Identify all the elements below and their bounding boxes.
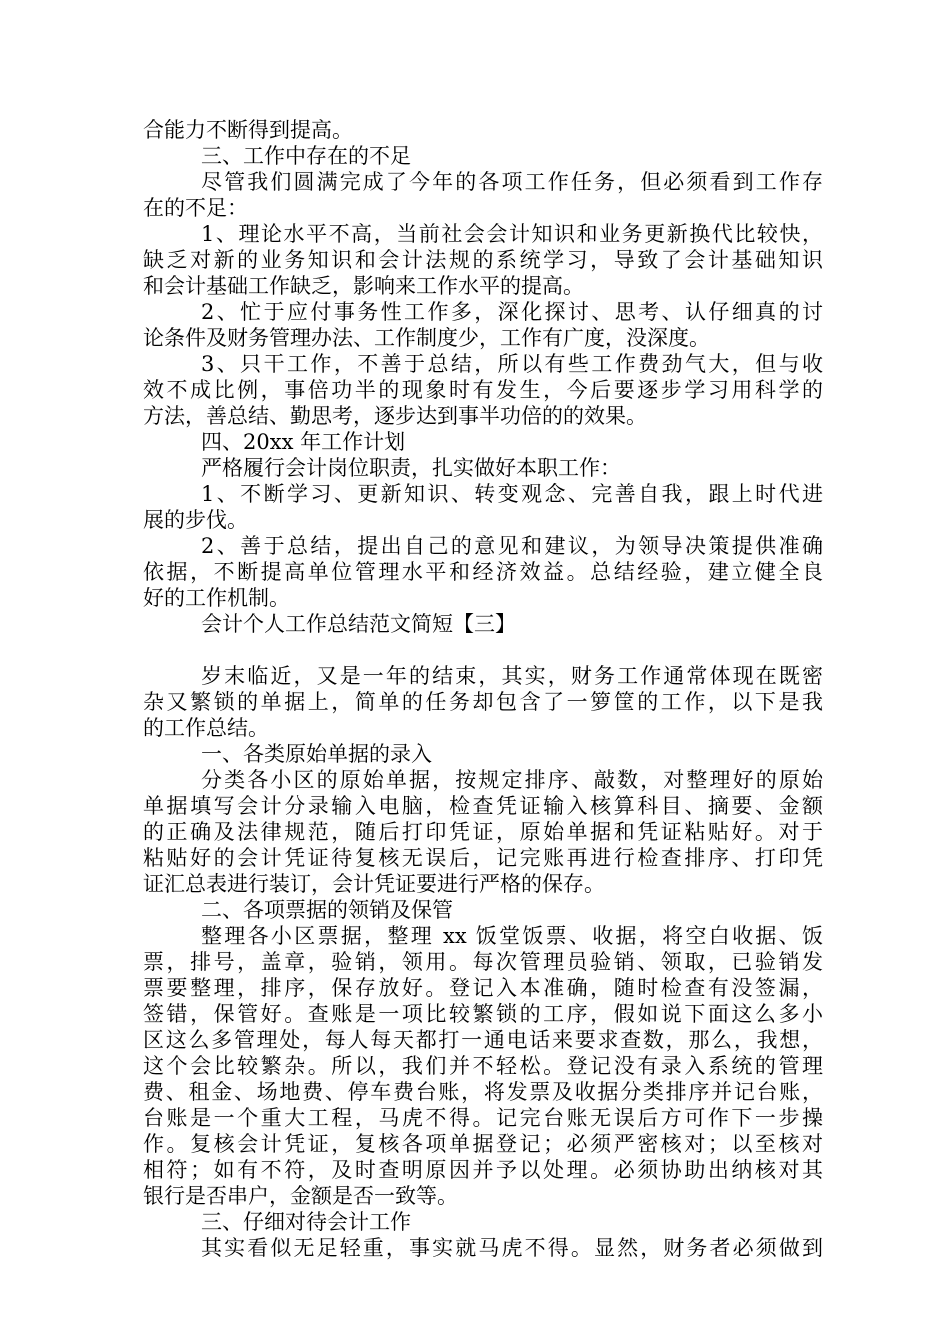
- text-line: 票要整理，排序，保存放好。登记入本准确，随时检查有没签漏，: [143, 976, 823, 1000]
- text-line: 论条件及财务管理办法、工作制度少，工作有广度，没深度。: [143, 326, 710, 350]
- text-line: 会计个人工作总结范文简短【三】: [201, 612, 516, 636]
- text-line: 签错，保管好。查账是一项比较繁锁的工序，假如说下面这么多小: [143, 1002, 823, 1026]
- text-line: 证汇总表进行装订，会计凭证要进行严格的保存。: [143, 872, 605, 896]
- text-line: 台账是一个重大工程，马虎不得。记完台账无误后方可作下一步操: [143, 1106, 823, 1130]
- blank-line: [143, 637, 823, 663]
- text-line: 三、仔细对待会计工作: [201, 1210, 411, 1234]
- text-line: 单据填写会计分录输入电脑，检查凭证输入核算科目、摘要、金额: [143, 794, 823, 818]
- text-line: 票，排号，盖章，验销，领用。每次管理员验销、领取，已验销发: [143, 950, 823, 974]
- text-line: 好的工作机制。: [143, 586, 290, 610]
- text-line: 依据，不断提高单位管理水平和经济效益。总结经验，建立健全良: [143, 560, 823, 584]
- text-line: 2、善于总结，提出自己的意见和建议，为领导决策提供准确: [201, 534, 823, 558]
- text-line: 的工作总结。: [143, 716, 269, 740]
- text-line: 三、工作中存在的不足: [201, 144, 411, 168]
- text-line: 在的不足：: [143, 196, 248, 220]
- text-line: 杂又繁锁的单据上，简单的任务却包含了一箩筐的工作，以下是我: [143, 690, 823, 714]
- text-line: 分类各小区的原始单据，按规定排序、敲数，对整理好的原始: [201, 768, 823, 792]
- text-line: 尽管我们圆满完成了今年的各项工作任务，但必须看到工作存: [201, 170, 823, 194]
- text-line: 一、各类原始单据的录入: [201, 742, 432, 766]
- text-line: 作。复核会计凭证，复核各项单据登记；必须严密核对；以至核对: [143, 1132, 823, 1156]
- document-body: [143, 117, 823, 1261]
- text-line: 2、忙于应付事务性工作多，深化探讨、思考、认仔细真的讨: [201, 300, 823, 324]
- text-line: 相符；如有不符，及时查明原因并予以处理。必须协助出纳核对其: [143, 1158, 823, 1182]
- text-line: 岁末临近，又是一年的结束，其实，财务工作通常体现在既密: [201, 664, 823, 688]
- text-line: 合能力不断得到提高。: [143, 118, 353, 142]
- text-line: 方法，善总结、勤思考，逐步达到事半功倍的的效果。: [143, 404, 647, 428]
- text-line: 其实看似无足轻重，事实就马虎不得。显然，财务者必须做到: [201, 1236, 823, 1260]
- text-line: 这个会比较繁杂。所以，我们并不轻松。登记没有录入系统的管理: [143, 1054, 823, 1078]
- text-line: 和会计基础工作缺乏，影响来工作水平的提高。: [143, 274, 584, 298]
- text-line: 的正确及法律规范，随后打印凭证，原始单据和凭证粘贴好。对于: [143, 820, 823, 844]
- text-line: 缺乏对新的业务知识和会计法规的系统学习，导致了会计基础知识: [143, 248, 823, 272]
- text-line: 粘贴好的会计凭证待复核无误后，记完账再进行检查排序、打印凭: [143, 846, 823, 870]
- text-line: 费、租金、场地费、停车费台账，将发票及收据分类排序并记台账，: [143, 1080, 823, 1104]
- text-line: 展的步伐。: [143, 508, 248, 532]
- text-line: 严格履行会计岗位职责，扎实做好本职工作：: [201, 456, 621, 480]
- text-line: 银行是否串户，金额是否一致等。: [143, 1184, 458, 1208]
- text-line: 1、不断学习、更新知识、转变观念、完善自我，跟上时代进: [201, 482, 823, 506]
- text-line: 3、只干工作，不善于总结，所以有些工作费劲气大，但与收: [201, 352, 823, 376]
- text-line: 区这么多管理处，每人每天都打一通电话来要求查数，那么，我想，: [143, 1028, 823, 1052]
- text-line: 效不成比例，事倍功半的现象时有发生，今后要逐步学习用科学的: [143, 378, 823, 402]
- text-line: 四、20xx 年工作计划: [201, 430, 406, 454]
- text-line: 1、理论水平不高，当前社会会计知识和业务更新换代比较快，: [201, 222, 823, 246]
- text-line: 整理各小区票据，整理 xx 饭堂饭票、收据，将空白收据、饭: [201, 924, 823, 948]
- text-line: 二、各项票据的领销及保管: [201, 898, 453, 922]
